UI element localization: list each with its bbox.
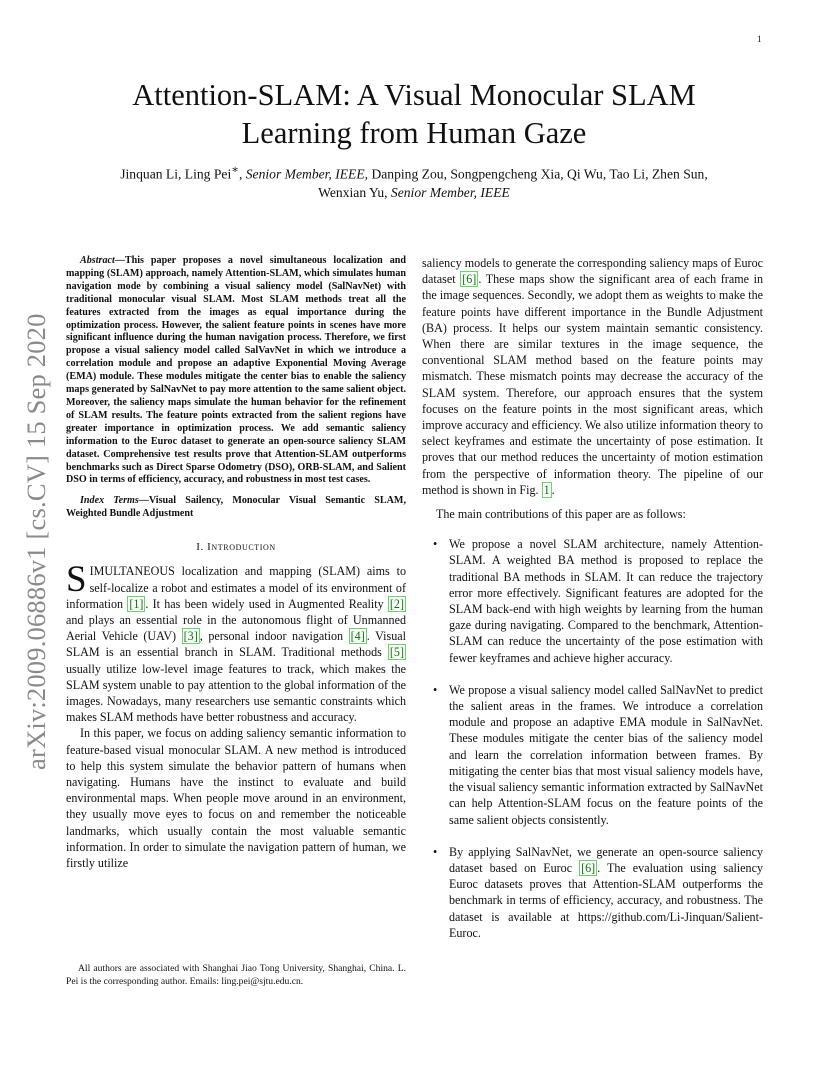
author-list: Jinquan Li, Ling Pei∗, Senior Member, IEEE, Danping Zou, Songpengcheng Xia, Qi Wu, Tao Li, Zhen Sun, Wenxian Yu, Senior Member, IEEE bbox=[120, 164, 708, 200]
list-item bbox=[422, 844, 763, 941]
abstract-text: —This paper proposes a novel simultaneous localization and mapping (SLAM) approach, namely Attention-SLAM, which simulates human navigation mode by combining a visual saliency model (SalNavNet) with traditional monocular visual SLAM. Most SLAM methods treat all the features extracted from the images as equal importance during the optimization process. However, the salient feature points in scenes have more significant influence during the human navigation process. Therefore, we first propose a visual saliency model called SalVavNet in which we introduce a correlation module and propose an adaptive Exponential Moving Average (EMA) module. These modules mitigate the center bias to enable the saliency maps generated by SalNavNet to pay more attention to the same salient object. Moreover, the saliency maps simulate the human behavior for the refinement of SLAM results. The feature points extracted from the salient regions have greater importance in optimization process. We add semantic saliency information to the Euroc dataset to generate an open-source saliency SLAM dataset. Comprehensive test results prove that Attention-SLAM outperforms benchmarks such as Direct Sparse Odometry (DSO), ORB-SLAM, and Salient DSO in terms of efficiency, accuracy, and robustness in most test cases. bbox=[66, 255, 406, 486]
intro-text: , personal indoor navigation bbox=[199, 629, 349, 644]
body-text: . These maps show the significant area of each frame in the image sequences. Secondly, we adopt them as weights to make the feature points have different importance in the Bundle Adjustment (BA) process. It helps our system maintain semantic consistency. When there are similar textures in the image sequence, the conventional SLAM method based on the feature points may mismatch. These mismatch points may decrease the accuracy of the SLAM system. Therefore, our approach ensures that the system focuses on the feature points in the most significant areas, which improve accuracy and efficiency. We also utilize information theory to select keyframes and estimate the uncertainty of pose estimation. It proves that our method reduces the uncertainty of motion estimation from the perspective of information theory. The pipeline of our method is shown in Fig. bbox=[422, 272, 763, 497]
left-column bbox=[66, 255, 406, 871]
contributions-list bbox=[422, 536, 763, 941]
author-names-3: Wenxian Yu, bbox=[318, 184, 388, 200]
right-paragraph-1 bbox=[422, 255, 763, 498]
arxiv-identifier-stamp: arXiv:2009.06886v1 [cs.CV] 15 Sep 2020 bbox=[21, 313, 51, 770]
citation-link[interactable]: [5] bbox=[389, 645, 404, 660]
body-text: saliency models to generate the corresponding saliency maps of Euroc dataset bbox=[422, 256, 763, 287]
section-heading-introduction: I. Introduction bbox=[196, 541, 276, 554]
intro-paragraph-2: In this paper, we focus on adding saliency semantic information to feature-based visual monocular SLAM. A new method is introduced to help this system simulate the behavior pattern of humans when navigating. Humans have the instinct to evaluate and build environmental maps. When people move around in an environment, they usually move eyes to focus on and remember the noticeable landmarks, which usually contain the most valuable semantic information. In order to simulate the navigation pattern of human, we firstly utilize bbox=[66, 726, 406, 870]
citation-link[interactable]: [6] bbox=[462, 272, 477, 287]
list-item-text: We propose a novel SLAM architecture, namely Attention-SLAM. A weighted BA method is proposed to replace the traditional BA methods in SLAM. It can reduce the trajectory error more effectively. Significant features are adopted for the SLAM back-end with high weights by learning from the human gaze during navigating. Compared to the benchmark, Attention-SLAM can reduce the uncertainty of the pose estimation with fewer keyframes and achieve higher accuracy. bbox=[449, 537, 763, 665]
author-role-1: Senior Member, IEEE, bbox=[245, 166, 369, 182]
list-item-text: We propose a visual saliency model called SalNavNet to predict the salient areas in the frames. We introduce a correlation module and propose an adaptive EMA module in SalNavNet. These modules mitigate the center bias of the saliency model and learn the correlation information between frames. By mitigating the center bias that most visual saliency models have, the visual saliency semantic information extracted by SalNavNet can help Attention-SLAM focus on the feature points of the same salient objects consistently. bbox=[449, 682, 764, 827]
corresponding-mark: ∗ bbox=[231, 164, 239, 176]
paper-title bbox=[60, 76, 768, 152]
intro-text: IMULTANEOUS localization and mapping (SLAM) aims to self-localize a robot and estimates a model of its environment of information bbox=[66, 564, 406, 611]
intro-text: usually utilize low-level image features to track, which makes the SLAM system unable to pay attention to the global information of the images. Nowadays, many researchers use semantic constraints which makes SLAM methods have better robustness and accuracy. bbox=[66, 661, 406, 725]
index-terms bbox=[66, 495, 406, 521]
index-terms-text: —Visual Sailency, Monocular Visual Semantic SLAM, Weighted Bundle Adjustment bbox=[66, 495, 406, 520]
page-number: 1 bbox=[757, 34, 762, 44]
title-line-2: Learning from Human Gaze bbox=[241, 116, 587, 150]
author-names-1: Jinquan Li, Ling Pei bbox=[120, 166, 232, 182]
citation-link[interactable]: [2] bbox=[389, 596, 404, 611]
abstract bbox=[66, 255, 406, 487]
index-terms-lead: Index Terms bbox=[80, 495, 139, 507]
list-item bbox=[422, 536, 763, 666]
author-footnote: All authors are associated with Shanghai Jiao Tong University, Shanghai, China. L. Pei is the corresponding author. Emails: ling.pei@sjtu.edu.cn. bbox=[66, 963, 406, 987]
intro-text: . Visual SLAM is an essential branch in SLAM. Traditional methods bbox=[66, 629, 406, 660]
citation-link[interactable]: [1] bbox=[129, 596, 144, 611]
body-text: . bbox=[551, 482, 555, 497]
citation-link[interactable]: [3] bbox=[183, 629, 198, 644]
author-names-2: Danping Zou, Songpengcheng Xia, Qi Wu, Tao Li, Zhen Sun, bbox=[368, 166, 708, 182]
list-item-text: By applying SalNavNet, we generate an open-source saliency dataset based on Euroc bbox=[449, 844, 763, 875]
right-column bbox=[422, 255, 763, 957]
intro-text: and plays an essential role in the autonomous flight of Unmanned Aerial Vehicle (UAV) bbox=[66, 612, 406, 644]
list-item-text: . The evaluation using saliency Euroc datasets proves that Attention-SLAM outperforms the benchmark in terms of efficiency, accuracy, and robustness. The dataset is available at https://github.com/Li-Jinquan/Salient-Euroc. bbox=[449, 860, 763, 940]
intro-text: . It has been widely used in Augmented Reality bbox=[145, 596, 388, 611]
figure-link[interactable]: 1 bbox=[543, 482, 550, 497]
contributions-intro: The main contributions of this paper are as follows: bbox=[436, 507, 686, 522]
abstract-lead: Abstract bbox=[80, 255, 115, 266]
list-item bbox=[422, 682, 763, 828]
author-role-3: Senior Member, IEEE bbox=[390, 184, 510, 200]
title-line-1: Attention-SLAM: A Visual Monocular SLAM bbox=[132, 78, 696, 112]
drop-cap: S bbox=[66, 559, 87, 601]
citation-link[interactable]: [4] bbox=[350, 629, 365, 644]
citation-link[interactable]: [6] bbox=[581, 860, 596, 875]
intro-paragraph-1 bbox=[66, 559, 406, 725]
